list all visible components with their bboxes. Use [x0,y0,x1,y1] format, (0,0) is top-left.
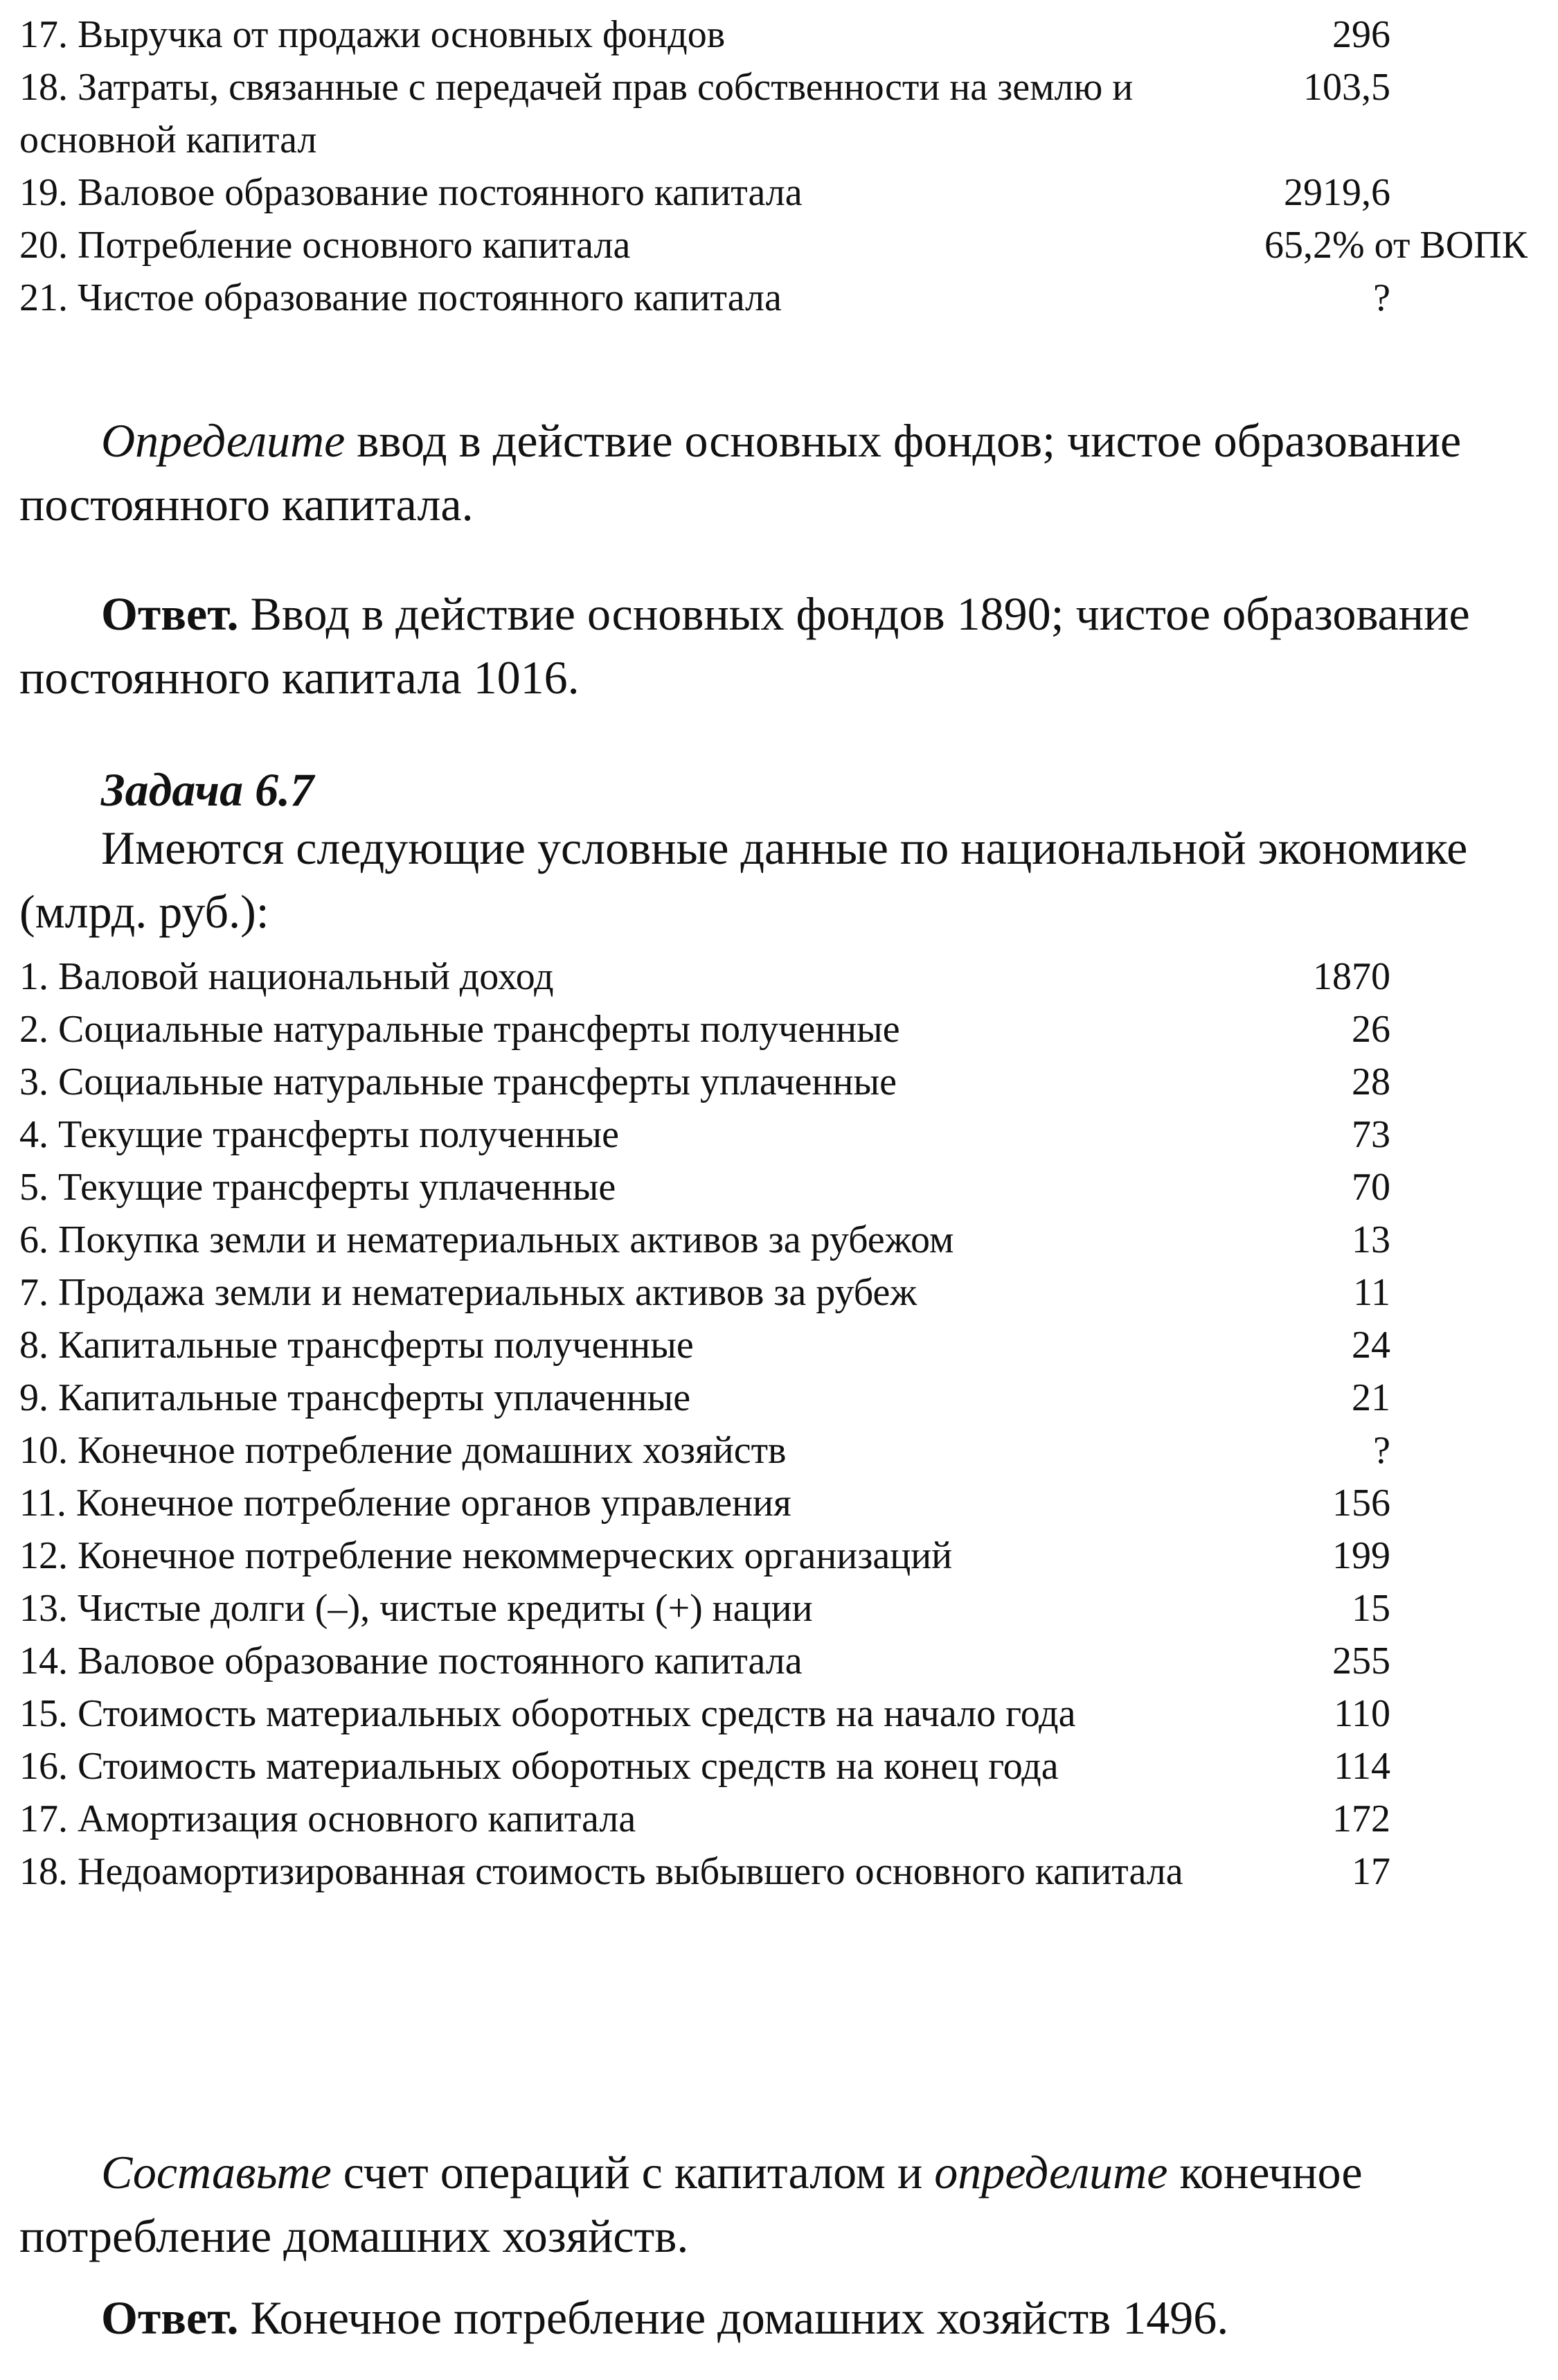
list-item [19,1108,1536,1161]
question-text-rest: конечное потребление домашних хозяйств. [19,2146,1363,2262]
list-item [19,61,1536,166]
item-label: 5. Текущие трансферты уплаченные [19,1166,616,1209]
question-text: ввод в действие основных фондов; чистое образование постоянного капитала. [19,414,1462,531]
item-value: 28 [1352,1060,1390,1103]
item-label: 17. Выручка от продажи основных фондов [19,13,726,56]
question-lead: Определите [101,414,346,467]
list-item [19,8,1536,61]
item-label: 4. Текущие трансферты полученные [19,1113,619,1156]
task-question [19,2140,1516,2268]
item-label: 20. Потребление основного капитала [19,224,631,267]
previous-answer [19,582,1516,709]
list-item [19,1687,1536,1740]
list-item [19,1371,1536,1424]
item-label: 2. Социальные натуральные трансферты полученные [19,1008,900,1051]
item-label: 13. Чистые долги (–), чистые кредиты (+) нации [19,1587,813,1630]
list-item [19,1793,1536,1845]
item-value: 110 [1334,1692,1390,1735]
item-label: 16. Стоимость материальных оборотных средств на конец года [19,1745,1059,1788]
item-value: 103,5 [1303,66,1390,109]
item-label: 12. Конечное потребление некоммерческих организаций [19,1534,953,1577]
item-value: 17 [1352,1850,1390,1893]
item-value: 1870 [1313,955,1390,998]
item-value: 172 [1332,1797,1390,1840]
item-value: 65,2% от ВОПК [1264,224,1528,267]
item-value: 13 [1352,1218,1390,1261]
list-item [19,219,1536,272]
item-label: 7. Продажа земли и нематериальных активов за рубеж [19,1271,917,1314]
list-item [19,1845,1536,1898]
item-value: 26 [1352,1008,1390,1051]
answer-lead: Ответ. [101,2291,239,2344]
previous-question [19,409,1516,536]
list-item [19,1740,1536,1793]
list-item [19,1319,1536,1371]
answer-text: Конечное потребление домашних хозяйств 1496. [238,2291,1229,2344]
item-value: 15 [1352,1587,1390,1630]
item-value: 24 [1352,1324,1390,1367]
item-value: 114 [1334,1745,1390,1788]
list-item [19,1582,1536,1635]
list-item [19,1635,1536,1687]
item-value: 21 [1352,1376,1390,1419]
list-item [19,1266,1536,1319]
list-item [19,272,1536,324]
item-label: 21. Чистое образование постоянного капитала [19,276,782,319]
list-item [19,1056,1536,1108]
item-value: 156 [1332,1482,1390,1525]
question-lead-2: определите [934,2146,1168,2199]
previous-task-list [19,8,1536,324]
item-label: 18. Затраты, связанные с передачей прав собственности на землю и основной капитал [19,66,1134,161]
item-value: 2919,6 [1284,171,1390,214]
item-label: 15. Стоимость материальных оборотных средств на начало года [19,1692,1076,1735]
question-lead: Составьте [101,2146,332,2199]
task-intro [19,816,1516,943]
item-value: 255 [1332,1640,1390,1682]
answer-text: Ввод в действие основных фондов 1890; чистое образование постоянного капитала 1016. [19,587,1470,704]
item-label: 19. Валовое образование постоянного капитала [19,171,803,214]
item-label: 3. Социальные натуральные трансферты уплаченные [19,1060,897,1103]
item-label: 18. Недоамортизированная стоимость выбывшего основного капитала [19,1850,1183,1893]
item-value: ? [1373,276,1390,319]
task-intro-text: Имеются следующие условные данные по национальной экономике (млрд. руб.): [19,822,1468,938]
item-label: 10. Конечное потребление домашних хозяйств [19,1429,787,1472]
list-item [19,1003,1536,1056]
answer-lead: Ответ. [101,587,239,640]
list-item [19,950,1536,1003]
question-text: счет операций с капиталом и [331,2146,935,2199]
item-label: 11. Конечное потребление органов управления [19,1482,791,1525]
list-item [19,166,1536,219]
item-value: 296 [1332,13,1390,56]
item-value: 11 [1353,1271,1390,1314]
list-item [19,1161,1536,1214]
task-data-list [19,950,1536,1898]
list-item [19,1424,1536,1477]
item-label: 17. Амортизация основного капитала [19,1797,636,1840]
item-label: 6. Покупка земли и нематериальных активов за рубежом [19,1218,954,1261]
item-label: 9. Капитальные трансферты уплаченные [19,1376,691,1419]
item-label: 8. Капитальные трансферты полученные [19,1324,694,1367]
item-value: 73 [1352,1113,1390,1156]
item-value: 70 [1352,1166,1390,1209]
list-item [19,1214,1536,1266]
item-value: ? [1373,1429,1390,1472]
item-label: 1. Валовой национальный доход [19,955,554,998]
item-label: 14. Валовое образование постоянного капитала [19,1640,803,1682]
list-item [19,1477,1536,1529]
task-answer [19,2286,1516,2350]
task-title: Задача 6.7 [101,763,314,816]
item-value: 199 [1332,1534,1390,1577]
list-item [19,1529,1536,1582]
